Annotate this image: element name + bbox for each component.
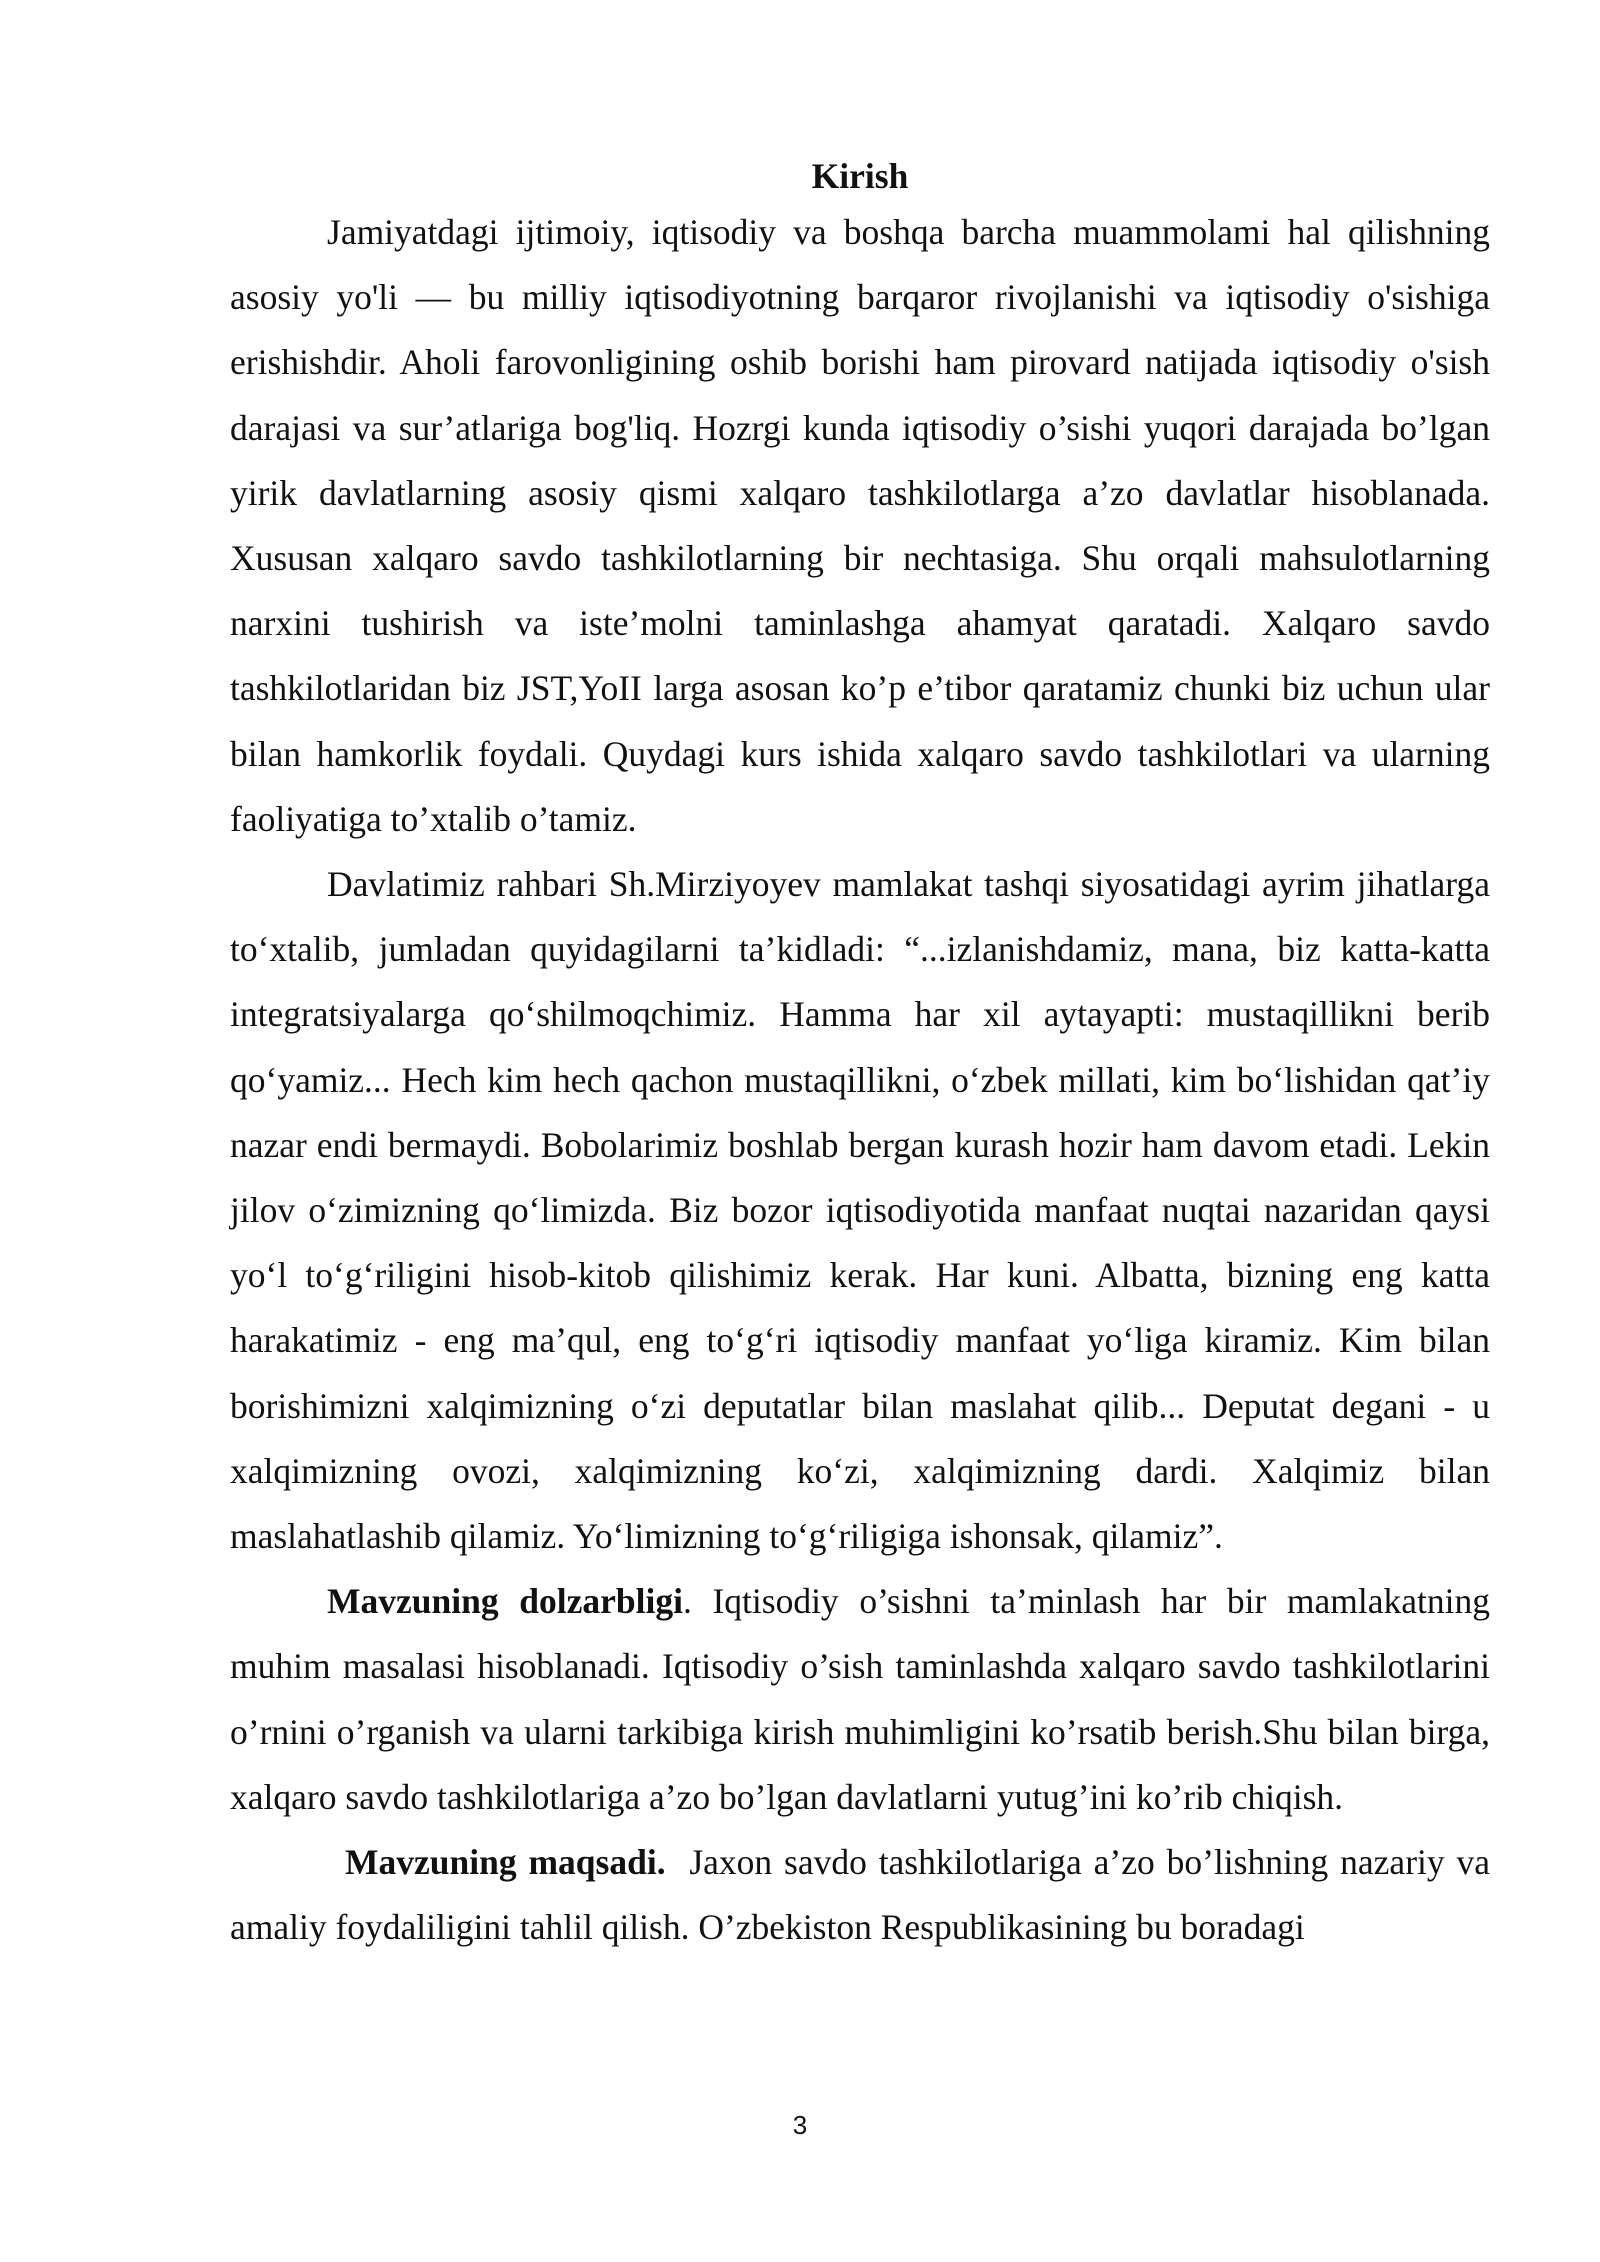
paragraph-introduction: Jamiyatdagi ijtimoiy, iqtisodiy va boshqa barcha muammolami hal qilishning asosiy yo'li — bu milliy iqtisodiyotning barqaror rivojlanishi va iqtisodiy o'sishiga erishishdir. Aholi farovonligining oshib borishi ham pirovard natijada iqtisodiy o'sish darajasi va sur’atlariga bog'liq. Hozrgi kunda iqtisodiy o’sishi yuqori darajada bo’lgan yirik davlatlarning asosiy qismi xalqaro tashkilotlarga a’zo davlatlar hisoblanada. Xususan xalqaro savdo tashkilotlarning bir nechtasiga. Shu orqali mahsulotlarning narxini tushirish va iste’molni taminlashga ahamyat qaratadi. Xalqaro savdo tashkilotlaridan biz JST,YoII larga asosan ko’p e’tibor qaratamiz chunki biz uchun ular bilan hamkorlik foydali. Quydagi kurs ishida xalqaro savdo tashkilotlari va ularning faoliyatiga to’xtalib o’tamiz. <box>230 212 1490 839</box>
paragraph-goal <box>230 1830 1499 1960</box>
goal-heading: Mavzuning maqsadi. <box>345 1842 666 1883</box>
document-body <box>230 152 1499 1960</box>
goal-text: Jaxon savdo tashkilotlariga a’zo bo’lishning nazariy va amaliy foydaliligini tahlil qilish. O’zbekiston Respublikasining bu boradagi <box>230 1842 1499 1948</box>
paragraph-president-quote: Davlatimiz rahbari Sh.Mirziyoyev mamlakat tashqi siyosatidagi ayrim jihatlarga to‘xtalib, jumladan quyidagilarni ta’kidladi: “...izlanishdamiz, mana, biz katta-katta integratsiyalarga qo‘shilmoqchimiz. Hamma har xil aytayapti: mustaqillikni berib qo‘yamiz... Hech kim hech qachon mustaqillikni, o‘zbek millati, kim bo‘lishidan qat’iy nazar endi bermaydi. Bobolarimiz boshlab bergan kurash hozir ham davom etadi. Lekin jilov o‘zimizning qo‘limizda. Biz bozor iqtisodiyotida manfaat nuqtai nazaridan qaysi yo‘l to‘g‘riligini hisob-kitob qilishimiz kerak. Har kuni. Albatta, bizning eng katta harakatimiz - eng ma’qul, eng to‘g‘ri iqtisodiy manfaat yo‘liga kiramiz. Kim bilan borishimizni xalqimizning o‘zi deputatlar bilan maslahat qilib... Deputat degani - u xalqimizning ovozi, xalqimizning ko‘zi, xalqimizning dardi. Xalqimiz bilan maslahatlashib qilamiz. Yo‘limizning to‘g‘riligiga ishonsak, qilamiz”. <box>230 864 1490 1557</box>
paragraph-relevance <box>230 1569 1490 1830</box>
relevance-heading: Mavzuning dolzarbligi <box>327 1581 683 1622</box>
page-number: 3 <box>792 2110 808 2140</box>
relevance-text: . Iqtisodiy o’sishni ta’minlash har bir mamlakatning muhim masalasi hisoblanadi. Iqtisodiy o’sish taminlashda xalqaro savdo tashkilotlarini o’rnini o’rganish va ularni tarkibiga kirish muhimligini ko’rsatib berish.Shu bilan birga, xalqaro savdo tashkilotlariga a’zo bo’lgan davlatlarni yutug’ini ko’rib chiqish. <box>230 1581 1491 1817</box>
section-title: Kirish <box>811 156 909 196</box>
